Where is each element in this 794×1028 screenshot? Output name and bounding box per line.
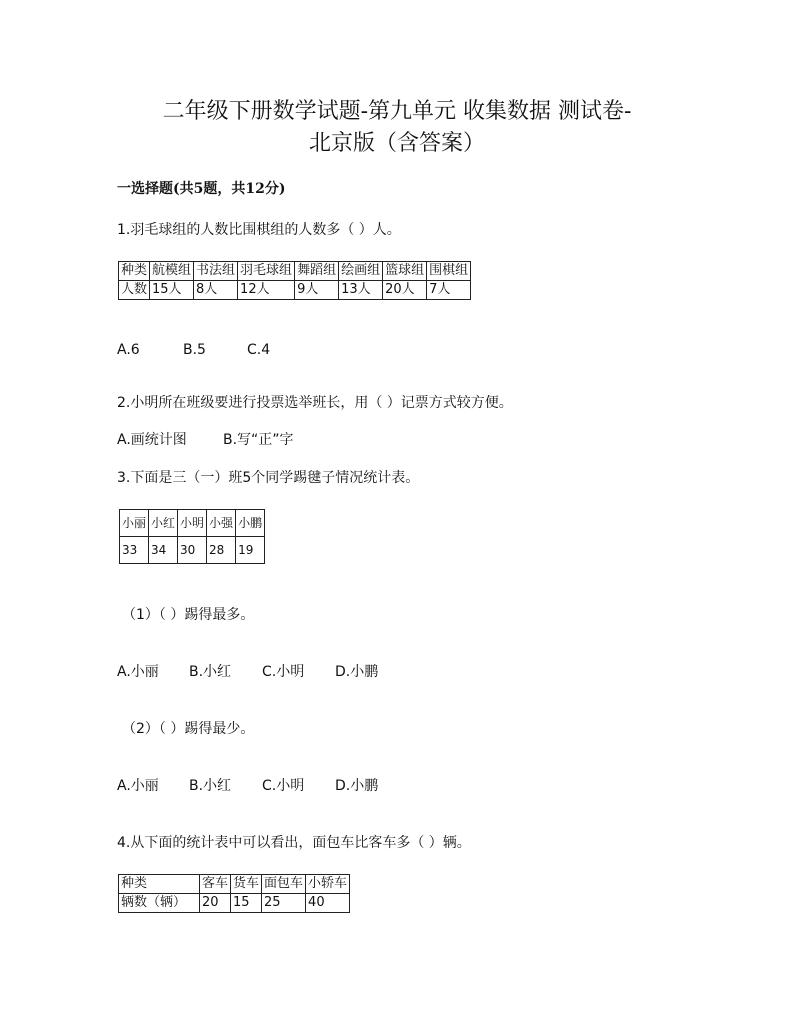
table-cell: 28 xyxy=(207,537,236,564)
table-cell: 8人 xyxy=(194,281,238,300)
option-a[interactable]: A.小丽 xyxy=(117,664,159,680)
table-cell: 40 xyxy=(306,894,350,913)
table-cell: 15人 xyxy=(150,281,194,300)
table-cell: 客车 xyxy=(200,875,231,894)
option-d[interactable]: D.小鹏 xyxy=(335,664,379,680)
option-c[interactable]: C.小明 xyxy=(262,778,305,794)
question-1-options xyxy=(117,340,270,360)
table-row xyxy=(119,875,350,894)
table-cell: 13人 xyxy=(339,281,383,300)
question-3-sub2-options xyxy=(117,776,378,796)
table-cell: 34 xyxy=(149,537,178,564)
table-cell: 20人 xyxy=(383,281,427,300)
option-c[interactable]: C.小明 xyxy=(262,664,305,680)
table-cell: 小强 xyxy=(207,510,236,537)
question-3-sub1: （1）（ ）踢得最多。 xyxy=(122,607,255,623)
table-row xyxy=(120,510,265,537)
option-b[interactable]: B.5 xyxy=(183,342,206,358)
question-3-sub1-options xyxy=(117,662,378,682)
option-a[interactable]: A.6 xyxy=(117,342,140,358)
table-cell: 种类 xyxy=(119,262,150,281)
table-cell: 种类 xyxy=(119,875,200,894)
page-title-line1: 二年级下册数学试题-第九单元 收集数据 测试卷- xyxy=(162,99,632,124)
table-cell: 小明 xyxy=(178,510,207,537)
table-cell: 辆数（辆） xyxy=(119,894,200,913)
table-cell: 围棋组 xyxy=(427,262,471,281)
question-3-sub2: （2）（ ）踢得最少。 xyxy=(122,721,255,737)
table-cell: 绘画组 xyxy=(339,262,383,281)
question-1-text: 1.羽毛球组的人数比围棋组的人数多（ ）人。 xyxy=(117,222,401,238)
question-4-table xyxy=(118,874,350,913)
table-row xyxy=(119,281,471,300)
option-b[interactable]: B.小红 xyxy=(189,778,232,794)
table-cell: 19 xyxy=(236,537,265,564)
table-cell: 9人 xyxy=(295,281,339,300)
option-b[interactable]: B.写“正”字 xyxy=(223,432,294,448)
table-cell: 30 xyxy=(178,537,207,564)
table-cell: 12人 xyxy=(238,281,295,300)
table-cell: 人数 xyxy=(119,281,150,300)
option-a[interactable]: A.小丽 xyxy=(117,778,159,794)
table-cell: 篮球组 xyxy=(383,262,427,281)
question-2-options xyxy=(117,430,294,450)
option-c[interactable]: C.4 xyxy=(247,342,271,358)
table-cell: 舞蹈组 xyxy=(295,262,339,281)
table-cell: 面包车 xyxy=(262,875,306,894)
section-heading: 一选择题(共5题，共12分) xyxy=(117,181,286,197)
question-2-text: 2.小明所在班级要进行投票选举班长，用（ ）记票方式较方便。 xyxy=(117,395,513,411)
table-cell: 羽毛球组 xyxy=(238,262,295,281)
option-b[interactable]: B.小红 xyxy=(189,664,232,680)
question-3-table xyxy=(119,509,265,564)
table-cell: 货车 xyxy=(231,875,262,894)
table-cell: 20 xyxy=(200,894,231,913)
table-cell: 7人 xyxy=(427,281,471,300)
table-cell: 航模组 xyxy=(150,262,194,281)
question-1-table xyxy=(118,261,471,300)
option-a[interactable]: A.画统计图 xyxy=(117,432,187,448)
table-cell: 15 xyxy=(231,894,262,913)
table-cell: 33 xyxy=(120,537,149,564)
table-cell: 小丽 xyxy=(120,510,149,537)
table-cell: 25 xyxy=(262,894,306,913)
page-title-line2: 北京版（含答案） xyxy=(308,131,485,156)
table-row xyxy=(119,894,350,913)
table-row xyxy=(120,537,265,564)
table-cell: 小鹏 xyxy=(236,510,265,537)
table-row xyxy=(119,262,471,281)
option-d[interactable]: D.小鹏 xyxy=(335,778,379,794)
question-3-text: 3.下面是三（一）班5个同学踢毽子情况统计表。 xyxy=(117,470,420,486)
table-cell: 小红 xyxy=(149,510,178,537)
question-4-text: 4.从下面的统计表中可以看出，面包车比客车多（ ）辆。 xyxy=(117,835,471,851)
table-cell: 小轿车 xyxy=(306,875,350,894)
table-cell: 书法组 xyxy=(194,262,238,281)
